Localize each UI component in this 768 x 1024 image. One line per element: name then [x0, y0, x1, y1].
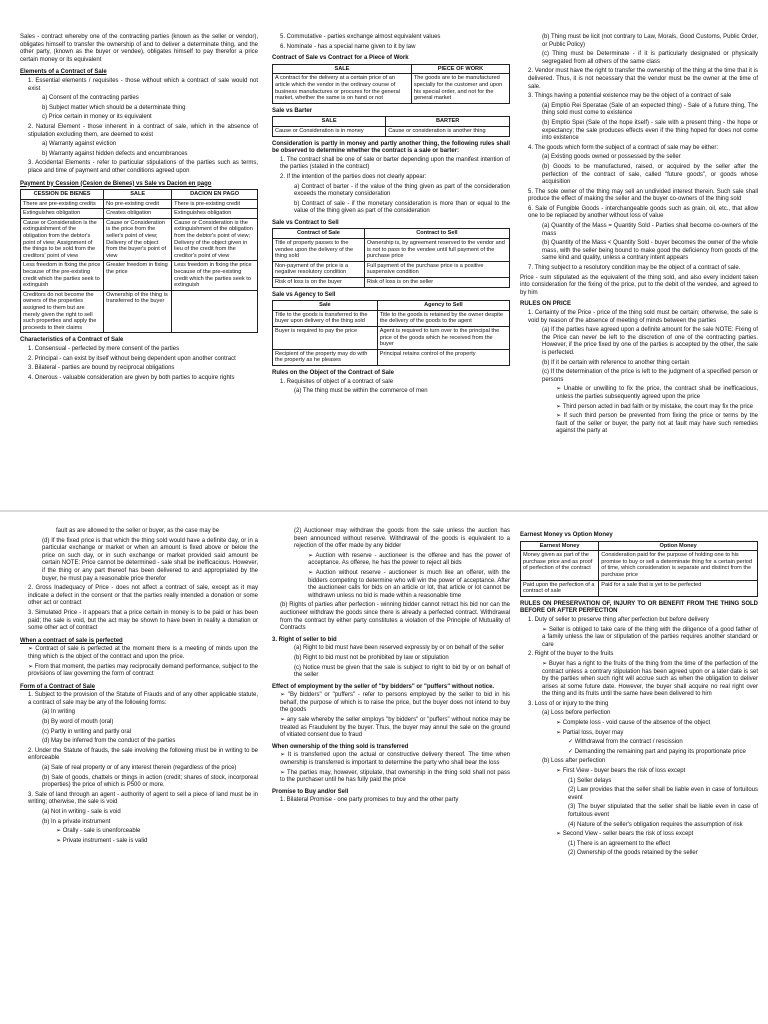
- list-item: ➢ Private instrument - sale is valid: [56, 837, 148, 844]
- elements-heading: Elements of a Contract of Sale: [20, 69, 107, 76]
- list-item: 2. Right of the buyer to the fruits: [528, 651, 614, 658]
- bottom-column-1: [20, 512, 258, 1022]
- table-cell: Title of property passes to the vendee upon the delivery of the thing sold: [273, 239, 365, 262]
- table-header: SALE: [273, 117, 386, 127]
- list-item: 2. Gross Inadequacy of Price - does not affect a contract of sale, except as it may indicate a defect in the consent or that the parties really intended a donation or some other act or contract: [28, 585, 258, 607]
- table-row: [521, 551, 758, 580]
- list-item: ➢ Third person acted in bad faith or by mistake, the court may fix the price: [556, 403, 754, 410]
- table-cell: [172, 290, 258, 333]
- table-row: [21, 261, 258, 290]
- list-item: 2. Under the Statute of frauds, the sale involving the following must be in writing to be enforceable: [28, 747, 258, 762]
- list-item: ➢ Second View - seller bears the risk of loss except: [556, 831, 694, 838]
- list-item: (b) If it be certain with reference to another thing certain: [542, 359, 690, 366]
- list-item: ➢ Partial loss, buyer may: [556, 729, 624, 736]
- table-cell: Title to the goods is transferred to the buyer upon delivery of the thing sold: [273, 310, 378, 326]
- list-item: (b) Emptio Spei (Sale of the hope itself) - sale with a present thing - the hope or expectancy; the sale produces effects even if the thing hoped for does not come into existence: [542, 119, 758, 142]
- table-header: Option Money: [599, 541, 758, 551]
- list-item: ➢ Buyer has a right to the fruits of the thing from the time of the perfection of the contract unless a contrary stipulation has been agreed upon or a later date is set by the parties when such right will accrue such as when the obligation to deliver arises at some future date. However, the buyer shall acquire no real right over the thing and its fruits until the same have been delivered to him: [542, 660, 758, 698]
- list-item: (a) Existing goods owned or possessed by the seller: [542, 154, 681, 161]
- list-item: ➢ Auction with reserve - auctioneer is the offeree and has the power of acceptance. As offeree, he has the power to reject all bids: [308, 552, 510, 567]
- table-cell: Agent is required to turn over to the principal the price of the goods which he received from the buyer: [377, 327, 509, 350]
- list-item: (b) Rights of parties after perfection - winning bidder cannot retract his bid nor can the auctioneer withdraw the goods since there is already a perfected contract. Withdrawal from the contract by either party constitutes a violation of the Principle of Mutuality of Contracts: [280, 602, 510, 632]
- table-cell: Money given as part of the purchase price and as proof of perfection of the contract: [521, 551, 599, 580]
- list-item: (4) Nature of the seller's obligation requires the assumption of risk: [568, 821, 743, 828]
- list-item: 7. Thing subject to a resolutory condition may be the object of a contract of sale.: [528, 265, 741, 272]
- table-cell: Greater freedom in fixing the price: [104, 261, 172, 290]
- table-row: [273, 278, 510, 288]
- list-item: 5. The sole owner of the thing may sell an undivided interest therein. Such sale shall produce the effect of making the seller and the buyer co-owners of the thing sold: [528, 188, 758, 203]
- list-item: b) Contract of sale - if the monetary consideration is more than or equal to the value of the thing given as part of the consideration: [294, 200, 510, 215]
- promise-heading: Promise to Buy and/or Sell: [272, 788, 349, 795]
- list-item: ➢ Orally - sale is unenforceable: [56, 828, 141, 835]
- table-cell: Consideration paid for the purpose of holding one to his promise to buy or sell a determinate thing for a certain period of time, which consideration is separate and distinct from the purchase price: [599, 551, 758, 580]
- list-item: a) Warranty against eviction: [42, 141, 117, 148]
- table-header: Agency to Sell: [377, 301, 509, 311]
- list-item: (b) Loss after perfection: [542, 758, 606, 765]
- table-row: [21, 218, 258, 261]
- sales-definition: Sales - contract whereby one of the contracting parties (known as the seller or vendor), obligates himself to transfer the ownership of and to deliver a determinate thing, and the other party, (known as the buyer or vendee), obligates himself to pay therefor a price certain money or its equivalent: [20, 34, 258, 63]
- table-row: [273, 239, 510, 262]
- list-item: (a) Quantity of the Mass = Quantity Sold - Parties shall become co-owners of the mass: [542, 223, 758, 237]
- rules-on-price-heading: RULES ON PRICE: [520, 301, 572, 308]
- table-cell: Cause or Consideration is in money: [273, 126, 386, 136]
- payment-cession-table: [20, 189, 258, 333]
- table-cell: Full payment of the purchase price is a positive suspensive condition: [364, 261, 509, 277]
- list-item: (b) Goods to be manufactured, raised, or acquired by the seller after the perfection of the contract of sale, called "future goods", or goods whose acquisition: [542, 163, 758, 186]
- list-item: (a) The thing must be within the commerce of men: [294, 388, 428, 395]
- list-item: (c) If the determination of the price is left to the judgment of a specified person or persons: [542, 369, 758, 383]
- earnest-option-heading: Earnest Money vs Option Money: [520, 532, 613, 538]
- table-cell: Extinguishes obligation: [21, 209, 104, 219]
- list-item: 1. Essential elements / requisites - those without which a contract of sale would not exist: [28, 77, 258, 92]
- list-item: ➢ any sale whereby the seller employs "by bidders" or "puffers" without notice may be treated as Fraudulent by the buyer. Thus, the buyer may annul the sale on the ground of vitiated consent due to fraud: [280, 717, 510, 739]
- list-item: (a) Loss before perfection: [542, 710, 611, 717]
- list-item: (a) Emptio Rei Speratae (Sale of an expected thing) - Sale of a future thing, The thing sold must come to existence: [542, 102, 758, 117]
- top-column-3: [520, 0, 758, 510]
- table-header: Contract to Sell: [364, 229, 509, 239]
- table-cell: Buyer is required to pay the price: [273, 327, 378, 350]
- table-cell: Paid for a sale that is yet to be perfected: [599, 580, 758, 596]
- sale-vs-barter-heading: Sale vs Barter: [272, 107, 313, 114]
- list-item: fault as are allowed to the seller or buyer, as the case may be: [56, 528, 220, 534]
- list-item: (2) Ownership of the goods retained by the seller: [568, 850, 698, 857]
- list-item: a) Contract of barter - if the value of the thing given as part of the consideration exceeds the monetary consideration: [294, 183, 510, 198]
- bottom-page: [0, 512, 768, 1022]
- list-item: 4. The goods which form the subject of a contract of sale may be either:: [528, 144, 718, 151]
- list-item: (c) Partly in writing and partly oral: [42, 728, 132, 735]
- right-to-bid-heading: 3. Right of seller to bid: [272, 636, 337, 643]
- list-item: b) Subject matter which should be a determinate thing: [42, 104, 186, 111]
- list-item: (b) In a private instrument: [42, 818, 111, 825]
- list-item: 1. Duty of seller to preserve thing after perfection but before delivery: [528, 616, 709, 623]
- table-row: [273, 126, 510, 136]
- list-item: ➢ Contract of sale is perfected at the moment there is a meeting of minds upon the thing which is the object of the contract and upon the price.: [28, 646, 258, 660]
- table-row: [273, 74, 510, 103]
- table-header: Earnest Money: [521, 541, 599, 551]
- table-cell: Ownership is, by agreement reserved to the vendor and is not to pass to the vendee until full payment of the purchase price: [364, 239, 509, 262]
- list-item: (a) In writing: [42, 709, 76, 716]
- list-item: (1) Seller delays: [568, 777, 612, 784]
- list-item: 3. Things having a potential existence may be the object of a contract of sale: [528, 93, 732, 100]
- list-item: 2. Natural Element - those inherent in a contract of sale, which in the absence of stipulation excluding them, are deemed to exist: [28, 123, 258, 138]
- list-item: ➢ First View - buyer bears the risk of loss except: [556, 768, 686, 775]
- table-header: SALE: [273, 64, 412, 74]
- list-item: (b) By word of mouth (oral): [42, 719, 114, 726]
- list-item: (b) Quantity of the Mass < Quantity Sold - buyer becomes the owner of the whole mass, with the seller being bound to make good the deficiency from goods of the same kind and quality, unless a contrary intent appears: [542, 240, 758, 262]
- table-cell: Non-payment of the price is a negative resolutory condition: [273, 261, 365, 277]
- table-cell: Principal retains control of the property: [377, 349, 509, 365]
- list-item: (2) Law provides that the seller shall be liable even in case of fortuitous event: [568, 787, 758, 801]
- list-item: b) Warranty against hidden defects and encumbrances: [42, 150, 188, 157]
- table-header: Sale: [273, 301, 378, 311]
- sale-vs-agency-table: [272, 300, 510, 366]
- list-item: ➢ Seller is obliged to take care of the thing with the diligence of a good father of a family unless the law or stipulation of the parties requires another standard or care: [542, 626, 758, 648]
- list-item: ✓ Demanding the remaining part and paying its proportionate price: [568, 748, 746, 755]
- table-row: [21, 199, 258, 209]
- list-item: ➢ If such third person be prevented from fixing the price or terms by the fault of the seller or buyer, the party not at fault may have such remedies against the party at: [556, 413, 758, 435]
- list-item: 4. Onerous - valuable consideration are given by both parties to acquire rights: [28, 374, 235, 381]
- list-item: ➢ The parties may, however, stipulate, that ownership in the thing sold shall not pass to the purchaser until he has fully paid the price: [280, 769, 510, 784]
- sale-vs-agency-heading: Sale vs Agency to Sell: [272, 291, 336, 298]
- table-cell: Creditors do not become the owners of the properties assigned to them but are merely given the right to sell such properties and apply the proceeds to their claims: [21, 290, 104, 333]
- list-item: ➢ Complete loss - void cause of the absence of the object: [556, 720, 711, 727]
- form-heading: Form of a Contract of Sale: [20, 683, 96, 690]
- list-item: (a) Not in writing - sale is void: [42, 809, 121, 815]
- table-header: PIECE OF WORK: [411, 64, 509, 74]
- table-cell: Cause or Consideration is the price from the seller's point of view; Delivery of the object from the buyer's point of view: [104, 218, 172, 261]
- table-row: [273, 349, 510, 365]
- table-cell: There is pre-existing credit: [172, 199, 258, 209]
- table-header: BARTER: [386, 117, 510, 127]
- payment-cession-heading: Payment by Cession (Cesion de Bienes) vs Sale vs Dacion en pago: [20, 180, 212, 187]
- list-item: (3) The buyer stipulated that the seller shall be liable even in case of fortuitous event: [568, 804, 758, 818]
- list-item: ➢ Unable or unwilling to fix the price, the contract shall be inefficacious, unless the parties subsequently agreed upon the price: [556, 386, 758, 400]
- list-item: 2. Principal - can exist by itself without being dependent upon another contract: [28, 355, 236, 362]
- table-header: CESSION DE BIENES: [21, 190, 104, 200]
- table-cell: Extinguishes obligation: [172, 209, 258, 219]
- bottom-column-2: [272, 512, 510, 1022]
- table-cell: There are pre-existing credits: [21, 199, 104, 209]
- table-row: [273, 310, 510, 326]
- price-definition: Price - sum stipulated as the equivalent of the thing sold, and also every incident taken into consideration for the fixing of the price, put to the debit of the vendee, and agreed to by him: [520, 274, 758, 296]
- list-item: 3. Sale of land through an agent - authority of agent to sell a piece of land must be in writing; otherwise, the sale is void: [28, 791, 258, 806]
- list-item: 6. Sale of Fungible Goods - interchangeable goods such as grain, oil, etc., that allow one to be replaced by another without loss of value: [528, 205, 758, 220]
- table-cell: Paid upon the perfection of a contract of sale: [521, 580, 599, 596]
- table-cell: Cause or Consideration is the extinguishment of the obligation from the debtor's point of view; Assignment of the things to be sold from the creditors' point of view: [21, 218, 104, 261]
- table-cell: Recipient of the property may do with the property as he pleases: [273, 349, 378, 365]
- list-item: 2. If the intention of the parties does not clearly appear:: [280, 173, 427, 180]
- list-item: 3. Accidental Elements - refer to particular stipulations of the parties such as terms, place and time of payment and other conditions agreed upon: [28, 160, 258, 174]
- top-column-2: [272, 0, 510, 510]
- list-item: 3. Loss of or injury to the thing: [528, 700, 609, 707]
- list-item: 3. Simulated Price - it appears that a price certain in money is to be paid or has been paid; the sale is void, but the act may be shown to have been in reality a donation or some other act of contract: [28, 609, 258, 632]
- list-item: (2) Auctioneer may withdraw the goods from the sale unless the auction has been announced without reserve. Withdrawal of the goods is equivalent to a rejection of the offer made by any bidder: [294, 528, 510, 550]
- table-row: [521, 580, 758, 596]
- puffers-heading: Effect of employment by the seller of "by bidders" or "puffers" without notice.: [272, 683, 495, 690]
- table-row: [273, 327, 510, 350]
- list-item: 1. The contract shall be one of sale or barter depending upon the manifest intention of the parties (stated in the contract): [280, 156, 510, 171]
- table-cell: Cause or Consideration is the extinguishment of the obligation from the debtor's point of view; Delivery of the object given in lieu of the credit from the creditor's point of view: [172, 218, 258, 261]
- earnest-option-table: [520, 541, 758, 597]
- list-item: 2. Vendor must have the right to transfer the ownership of the thing at the time that it is delivered. Thus, it is not necessary that the vendor must be the owner at the time of sale.: [528, 68, 758, 90]
- table-cell: Ownership of the thing is transferred to the buyer: [104, 290, 172, 333]
- list-item: (b) Thing must be licit (not contrary to Law, Morals, Good Customs, Public Order, or Public Policy): [542, 34, 758, 48]
- list-item: (a) Right to bid must have been reserved expressly by or on behalf of the seller: [294, 645, 504, 652]
- table-cell: Title to the goods is retained by the owner despite the delivery of the goods to the agent: [377, 310, 509, 326]
- sale-vs-barter-table: [272, 116, 510, 136]
- perfection-heading: When a contract of sale is perfected: [20, 637, 123, 644]
- list-item: 1. Subject to the provision of the Statute of Frauds and of any other applicable statute, a contract of sale may be any of the following forms:: [28, 692, 258, 706]
- list-item: ➢ From that moment, the parties may reciprocally demand performance, subject to the provisions of law governing the form of contract: [28, 663, 258, 678]
- table-cell: Less freedom in fixing the price because of the pre-existing credit which the parties seek to extinguish: [172, 261, 258, 290]
- table-cell: No pre-existing credit: [104, 199, 172, 209]
- mixed-consideration-paragraph: Consideration is partly in money and partly another thing, the following rules shall be observed to determine whether the contract is a sale or barter:: [272, 140, 510, 155]
- list-item: c) Price certain in money or its equivalent: [42, 114, 152, 121]
- table-row: [21, 209, 258, 219]
- list-item: (a) If the parties have agreed upon a definite amount for the sale NOTE: Fixing of the Price can never be left to the discretion of one of the contracting parties. However, if the price fixed by one of the parties is accepted by the other, the sale is perfected.: [542, 327, 758, 356]
- sale-vs-contract-to-sell-table: [272, 228, 510, 287]
- list-item: 6. Nominate - has a special name given to it by law: [280, 43, 416, 50]
- top-page: [0, 0, 768, 510]
- sale-vs-contract-to-sell-heading: Sale vs Contract to Sell: [272, 219, 339, 226]
- list-item: 3. Bilateral - parties are bound by reciprocal obligations: [28, 365, 175, 372]
- table-cell: Less freedom in fixing the price because of the pre-existing credit which the parties seek to extinguish: [21, 261, 104, 290]
- list-item: ✓ Withdrawal from the contract / rescission: [568, 739, 683, 746]
- list-item: (c) Thing must be Determinate - if it is particularly designated or physically segregated from all others of the same class: [542, 51, 758, 65]
- list-item: (a) Sale of real property or of any interest therein (regardless of the price): [42, 765, 237, 772]
- list-item: 1. Requisites of object of a contract of sale: [280, 378, 394, 385]
- table-cell: Risk of loss is on the seller: [364, 278, 509, 288]
- list-item: 5. Commutative - parties exchange almost equivalent values: [280, 34, 441, 40]
- list-item: (b) Right to bid must not be prohibited by law or stipulation: [294, 654, 449, 661]
- table-header: Contract of Sale: [273, 229, 365, 239]
- table-cell: The goods are to be manufactured specially for the customer and upon his special order, and not for the general market: [411, 74, 509, 103]
- list-item: (c) Notice must be given that the sale is subject to right to bid by or on behalf of the seller: [294, 664, 510, 679]
- table-cell: Creates obligation: [104, 209, 172, 219]
- object-rules-heading: Rules on the Object of the Contract of Sale: [272, 369, 395, 376]
- characteristics-heading: Characteristics of a Contract of Sale: [20, 337, 124, 344]
- list-item: ➢ Auction without reserve - auctioneer is much like an offerer, with the bidders competing to determine who will win the power of acceptance. After the auctioneer calls for bids on an article or lot, that article or lot cannot be withdrawn unless no bid is made within a reasonable time: [308, 569, 510, 599]
- list-item: ➢ It is transferred upon the actual or constructive delivery thereof. The time when ownership is transferred is important to determine the party who shall bear the loss: [280, 752, 510, 767]
- table-row: [273, 261, 510, 277]
- list-item: 1. Certainty of the Price - price of the thing sold must be certain; otherwise, the sale is void by reason of the absence of meeting of minds between the parties: [528, 310, 758, 324]
- list-item: (d) If the fixed price is that which the thing sold would have a definite day, or in a particular exchange or market or when an amount is fixed above or below the price on such day, or in such exchange or market provided said amount be certain NOTE: Price cannot be determined - sale shall be inefficacious. However, if the thing or any part thereof has been delivered to and appropriated by the buyer, he must pay a reasonable price therefor: [42, 537, 258, 582]
- list-item: 1. Bilateral Promise - one party promises to buy and the other party: [280, 797, 459, 804]
- table-header: SALE: [104, 190, 172, 200]
- bottom-column-3: [520, 512, 758, 1022]
- list-item: 1. Consensual - perfected by mere consent of the parties: [28, 345, 180, 352]
- top-column-1: [20, 0, 258, 510]
- table-header: DACION EN PAGO: [172, 190, 258, 200]
- ownership-transfer-heading: When ownership of the thing sold is transferred: [272, 743, 409, 750]
- table-cell: A contract for the delivery at a certain price of an article which the vendor in the ordinary course of business manufactures or procures for the general market, whether the same is on hand or not: [273, 74, 412, 103]
- list-item: a) Consent of the contracting parties: [42, 95, 139, 102]
- list-item: (1) There is an agreement to the effect: [568, 840, 671, 847]
- list-item: ➢ "By bidders" or "puffers" - refer to persons employed by the seller to bid in his behalf, the purpose of which is to raise the price, but the buyer does not intend to buy the goods: [280, 692, 510, 714]
- list-item: (b) Sale of goods, chattels or things in action (credit; shares of stock, incorporeal properties) the price of which is P500 or more.: [42, 774, 258, 789]
- list-item: (d) May be inferred from the conduct of the parties: [42, 738, 176, 745]
- table-cell: Risk of loss is on the buyer: [273, 278, 365, 288]
- sale-vs-piece-of-work-heading: Contract of Sale vs Contract for a Piece of Work: [272, 55, 409, 62]
- table-row: [21, 290, 258, 333]
- preservation-rules-heading: RULES ON PRESERVATION OF, INJURY TO OR BENEFIT FROM THE THING SOLD BEFORE OR AFTER PERFECTION: [520, 600, 758, 615]
- sale-vs-piece-of-work-table: [272, 64, 510, 104]
- table-cell: Cause or consideration is another thing: [386, 126, 510, 136]
